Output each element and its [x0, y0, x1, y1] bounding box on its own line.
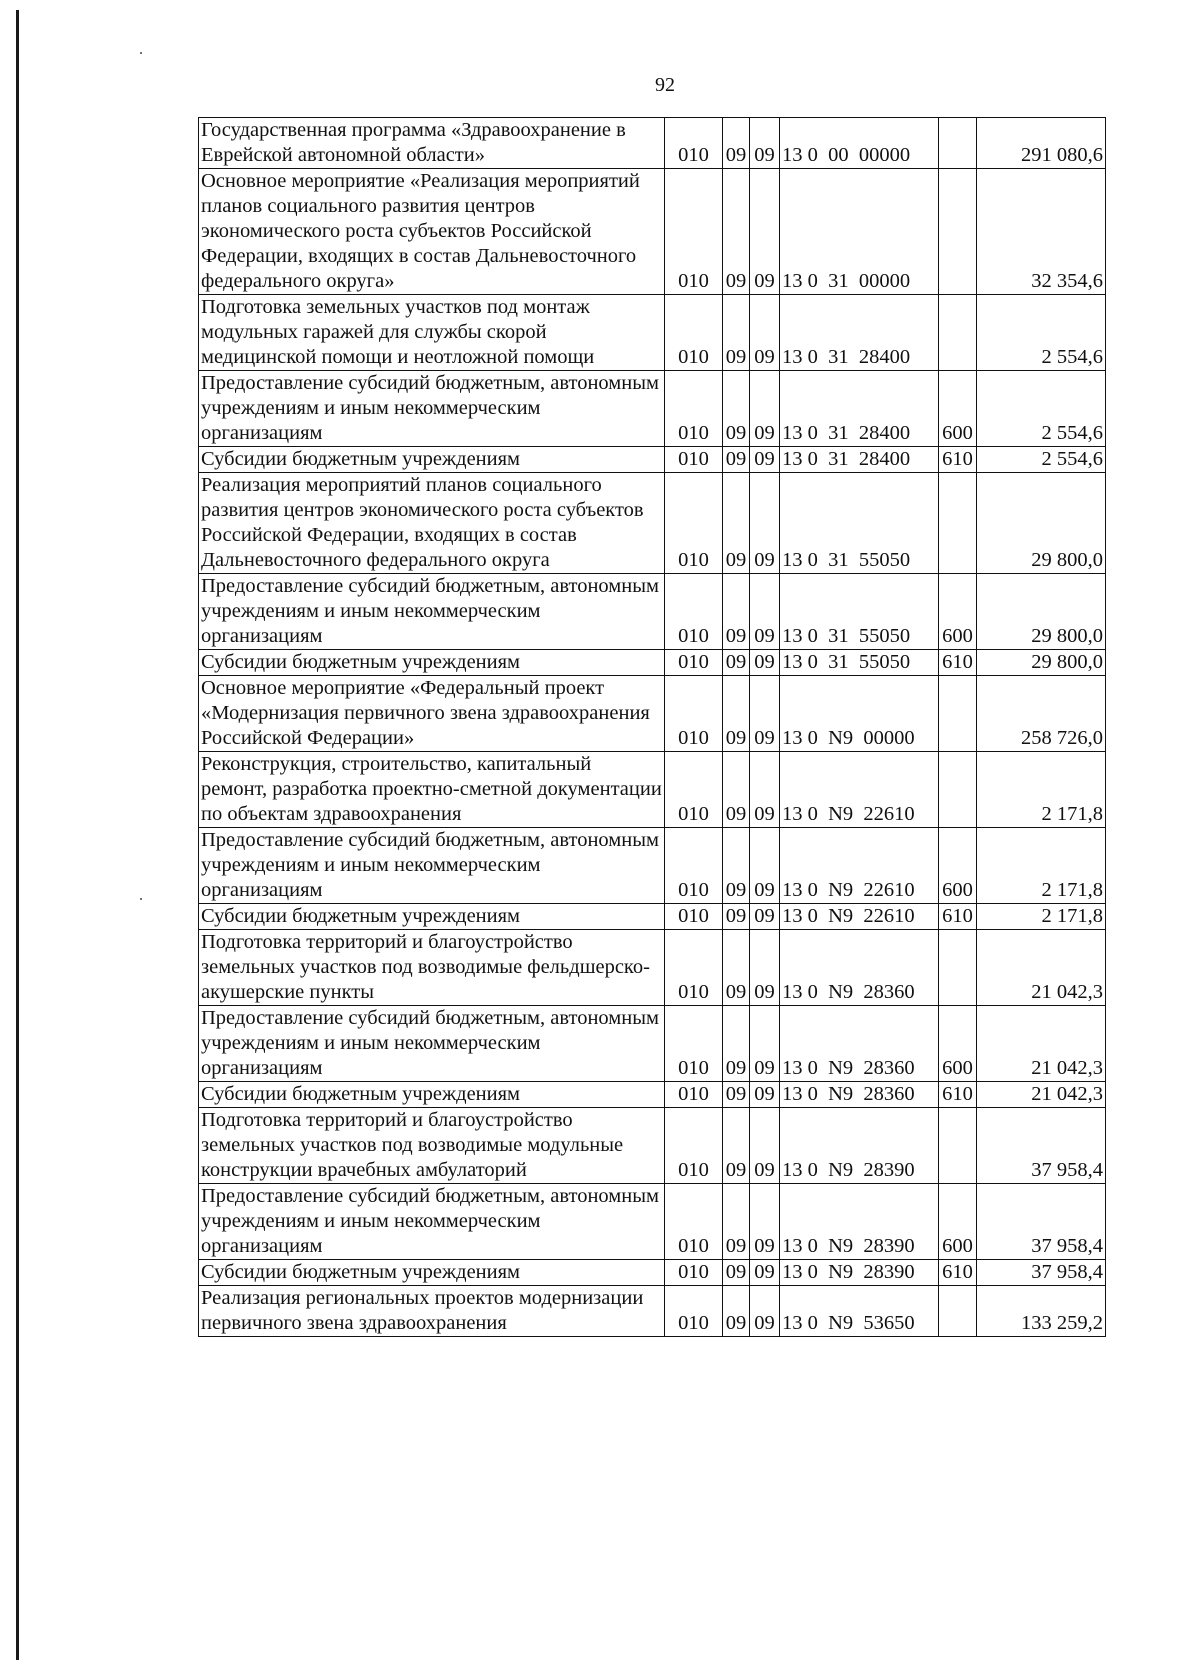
scan-speck — [140, 898, 142, 900]
expense-type-code — [939, 1286, 977, 1337]
table-row — [199, 371, 1106, 447]
row-description: Предоставление субсидий бюджетным, автономным учреждениям и иным некоммерческим организациям — [199, 1006, 665, 1082]
amount: 2 554,6 — [977, 447, 1106, 473]
target-article-code: 13 0 00 00000 — [780, 118, 939, 169]
subsection-code: 09 — [750, 295, 780, 371]
row-description: Субсидии бюджетным учреждениям — [199, 1082, 665, 1108]
ministry-code: 010 — [665, 473, 723, 574]
table-row — [199, 752, 1106, 828]
row-description: Субсидии бюджетным учреждениям — [199, 904, 665, 930]
ministry-code: 010 — [665, 1006, 723, 1082]
amount: 37 958,4 — [977, 1108, 1106, 1184]
row-description: Реализация мероприятий планов социального развития центров экономического роста субъектов Российской Федерации, входящих в состав Дальневосточного федерального округа — [199, 473, 665, 574]
section-code: 09 — [723, 371, 750, 447]
table-row — [199, 169, 1106, 295]
target-article-code: 13 0 31 55050 — [780, 574, 939, 650]
target-article-code: 13 0 31 00000 — [780, 169, 939, 295]
subsection-code: 09 — [750, 1184, 780, 1260]
ministry-code: 010 — [665, 447, 723, 473]
expense-type-code: 610 — [939, 1260, 977, 1286]
section-code: 09 — [723, 1108, 750, 1184]
ministry-code: 010 — [665, 371, 723, 447]
table-row — [199, 1006, 1106, 1082]
row-description: Государственная программа «Здравоохранение в Еврейской автономной области» — [199, 118, 665, 169]
target-article-code: 13 0 31 55050 — [780, 650, 939, 676]
subsection-code: 09 — [750, 447, 780, 473]
target-article-code: 13 0 N9 53650 — [780, 1286, 939, 1337]
section-code: 09 — [723, 1006, 750, 1082]
ministry-code: 010 — [665, 295, 723, 371]
row-description: Субсидии бюджетным учреждениям — [199, 650, 665, 676]
expense-type-code — [939, 473, 977, 574]
amount: 21 042,3 — [977, 930, 1106, 1006]
budget-table-body — [199, 118, 1106, 1337]
section-code: 09 — [723, 904, 750, 930]
section-code: 09 — [723, 295, 750, 371]
ministry-code: 010 — [665, 752, 723, 828]
amount: 2 554,6 — [977, 371, 1106, 447]
table-row — [199, 828, 1106, 904]
expense-type-code — [939, 676, 977, 752]
table-row — [199, 295, 1106, 371]
row-description: Подготовка земельных участков под монтаж модульных гаражей для службы скорой медицинской помощи и неотложной помощи — [199, 295, 665, 371]
target-article-code: 13 0 N9 22610 — [780, 828, 939, 904]
amount: 258 726,0 — [977, 676, 1106, 752]
expense-type-code — [939, 930, 977, 1006]
table-row — [199, 118, 1106, 169]
table-row — [199, 650, 1106, 676]
amount: 37 958,4 — [977, 1260, 1106, 1286]
row-description: Основное мероприятие «Федеральный проект «Модернизация первичного звена здравоохранения Российской Федерации» — [199, 676, 665, 752]
expense-type-code — [939, 118, 977, 169]
section-code: 09 — [723, 1260, 750, 1286]
section-code: 09 — [723, 828, 750, 904]
section-code: 09 — [723, 118, 750, 169]
target-article-code: 13 0 N9 22610 — [780, 904, 939, 930]
row-description: Предоставление субсидий бюджетным, автономным учреждениям и иным некоммерческим организациям — [199, 1184, 665, 1260]
expense-type-code: 610 — [939, 904, 977, 930]
target-article-code: 13 0 N9 22610 — [780, 752, 939, 828]
subsection-code: 09 — [750, 169, 780, 295]
expense-type-code: 610 — [939, 650, 977, 676]
amount: 32 354,6 — [977, 169, 1106, 295]
section-code: 09 — [723, 930, 750, 1006]
section-code: 09 — [723, 169, 750, 295]
ministry-code: 010 — [665, 1286, 723, 1337]
row-description: Субсидии бюджетным учреждениям — [199, 1260, 665, 1286]
expense-type-code: 600 — [939, 574, 977, 650]
ministry-code: 010 — [665, 1082, 723, 1108]
row-description: Предоставление субсидий бюджетным, автономным учреждениям и иным некоммерческим организациям — [199, 371, 665, 447]
subsection-code: 09 — [750, 650, 780, 676]
subsection-code: 09 — [750, 1108, 780, 1184]
amount: 133 259,2 — [977, 1286, 1106, 1337]
ministry-code: 010 — [665, 930, 723, 1006]
subsection-code: 09 — [750, 676, 780, 752]
subsection-code: 09 — [750, 1260, 780, 1286]
amount: 29 800,0 — [977, 574, 1106, 650]
expense-type-code: 610 — [939, 447, 977, 473]
table-row — [199, 930, 1106, 1006]
target-article-code: 13 0 N9 28360 — [780, 930, 939, 1006]
expense-type-code — [939, 169, 977, 295]
expense-type-code — [939, 295, 977, 371]
amount: 21 042,3 — [977, 1082, 1106, 1108]
table-row — [199, 1260, 1106, 1286]
amount: 2 171,8 — [977, 904, 1106, 930]
section-code: 09 — [723, 447, 750, 473]
section-code: 09 — [723, 676, 750, 752]
subsection-code: 09 — [750, 118, 780, 169]
ministry-code: 010 — [665, 828, 723, 904]
scan-speck — [140, 52, 142, 54]
target-article-code: 13 0 31 28400 — [780, 295, 939, 371]
row-description: Реализация региональных проектов модернизации первичного звена здравоохранения — [199, 1286, 665, 1337]
section-code: 09 — [723, 574, 750, 650]
table-row — [199, 574, 1106, 650]
row-description: Основное мероприятие «Реализация мероприятий планов социального развития центров экономического роста субъектов Российской Федерации, входящих в состав Дальневосточного федерального округа» — [199, 169, 665, 295]
table-row — [199, 1108, 1106, 1184]
subsection-code: 09 — [750, 574, 780, 650]
binding-edge-line — [16, 10, 19, 1660]
amount: 2 171,8 — [977, 828, 1106, 904]
row-description: Реконструкция, строительство, капитальный ремонт, разработка проектно-сметной документации по объектам здравоохранения — [199, 752, 665, 828]
row-description: Подготовка территорий и благоустройство земельных участков под возводимые фельдшерско-акушерские пункты — [199, 930, 665, 1006]
subsection-code: 09 — [750, 904, 780, 930]
table-row — [199, 473, 1106, 574]
amount: 291 080,6 — [977, 118, 1106, 169]
target-article-code: 13 0 N9 28390 — [780, 1184, 939, 1260]
row-description: Субсидии бюджетным учреждениям — [199, 447, 665, 473]
amount: 2 171,8 — [977, 752, 1106, 828]
subsection-code: 09 — [750, 1286, 780, 1337]
target-article-code: 13 0 N9 28390 — [780, 1108, 939, 1184]
page-number: 92 — [655, 74, 675, 96]
ministry-code: 010 — [665, 1260, 723, 1286]
target-article-code: 13 0 31 28400 — [780, 371, 939, 447]
expense-type-code: 600 — [939, 828, 977, 904]
target-article-code: 13 0 31 55050 — [780, 473, 939, 574]
section-code: 09 — [723, 473, 750, 574]
table-row — [199, 1184, 1106, 1260]
table-row — [199, 1082, 1106, 1108]
expense-type-code: 600 — [939, 1184, 977, 1260]
ministry-code: 010 — [665, 1184, 723, 1260]
subsection-code: 09 — [750, 1082, 780, 1108]
table-row — [199, 1286, 1106, 1337]
ministry-code: 010 — [665, 1108, 723, 1184]
target-article-code: 13 0 N9 28360 — [780, 1082, 939, 1108]
table-row — [199, 676, 1106, 752]
target-article-code: 13 0 N9 28360 — [780, 1006, 939, 1082]
ministry-code: 010 — [665, 574, 723, 650]
row-description: Предоставление субсидий бюджетным, автономным учреждениям и иным некоммерческим организациям — [199, 574, 665, 650]
section-code: 09 — [723, 1082, 750, 1108]
subsection-code: 09 — [750, 473, 780, 574]
subsection-code: 09 — [750, 371, 780, 447]
ministry-code: 010 — [665, 169, 723, 295]
expense-type-code: 600 — [939, 1006, 977, 1082]
amount: 29 800,0 — [977, 650, 1106, 676]
budget-table — [198, 117, 1106, 1337]
amount: 21 042,3 — [977, 1006, 1106, 1082]
subsection-code: 09 — [750, 828, 780, 904]
amount: 29 800,0 — [977, 473, 1106, 574]
expense-type-code: 610 — [939, 1082, 977, 1108]
section-code: 09 — [723, 1184, 750, 1260]
row-description: Предоставление субсидий бюджетным, автономным учреждениям и иным некоммерческим организациям — [199, 828, 665, 904]
table-row — [199, 447, 1106, 473]
target-article-code: 13 0 N9 00000 — [780, 676, 939, 752]
ministry-code: 010 — [665, 650, 723, 676]
expense-type-code — [939, 1108, 977, 1184]
target-article-code: 13 0 N9 28390 — [780, 1260, 939, 1286]
ministry-code: 010 — [665, 118, 723, 169]
ministry-code: 010 — [665, 676, 723, 752]
table-row — [199, 904, 1106, 930]
amount: 37 958,4 — [977, 1184, 1106, 1260]
section-code: 09 — [723, 1286, 750, 1337]
target-article-code: 13 0 31 28400 — [780, 447, 939, 473]
row-description: Подготовка территорий и благоустройство земельных участков под возводимые модульные конструкции врачебных амбулаторий — [199, 1108, 665, 1184]
ministry-code: 010 — [665, 904, 723, 930]
subsection-code: 09 — [750, 930, 780, 1006]
expense-type-code — [939, 752, 977, 828]
subsection-code: 09 — [750, 1006, 780, 1082]
section-code: 09 — [723, 752, 750, 828]
expense-type-code: 600 — [939, 371, 977, 447]
section-code: 09 — [723, 650, 750, 676]
amount: 2 554,6 — [977, 295, 1106, 371]
subsection-code: 09 — [750, 752, 780, 828]
